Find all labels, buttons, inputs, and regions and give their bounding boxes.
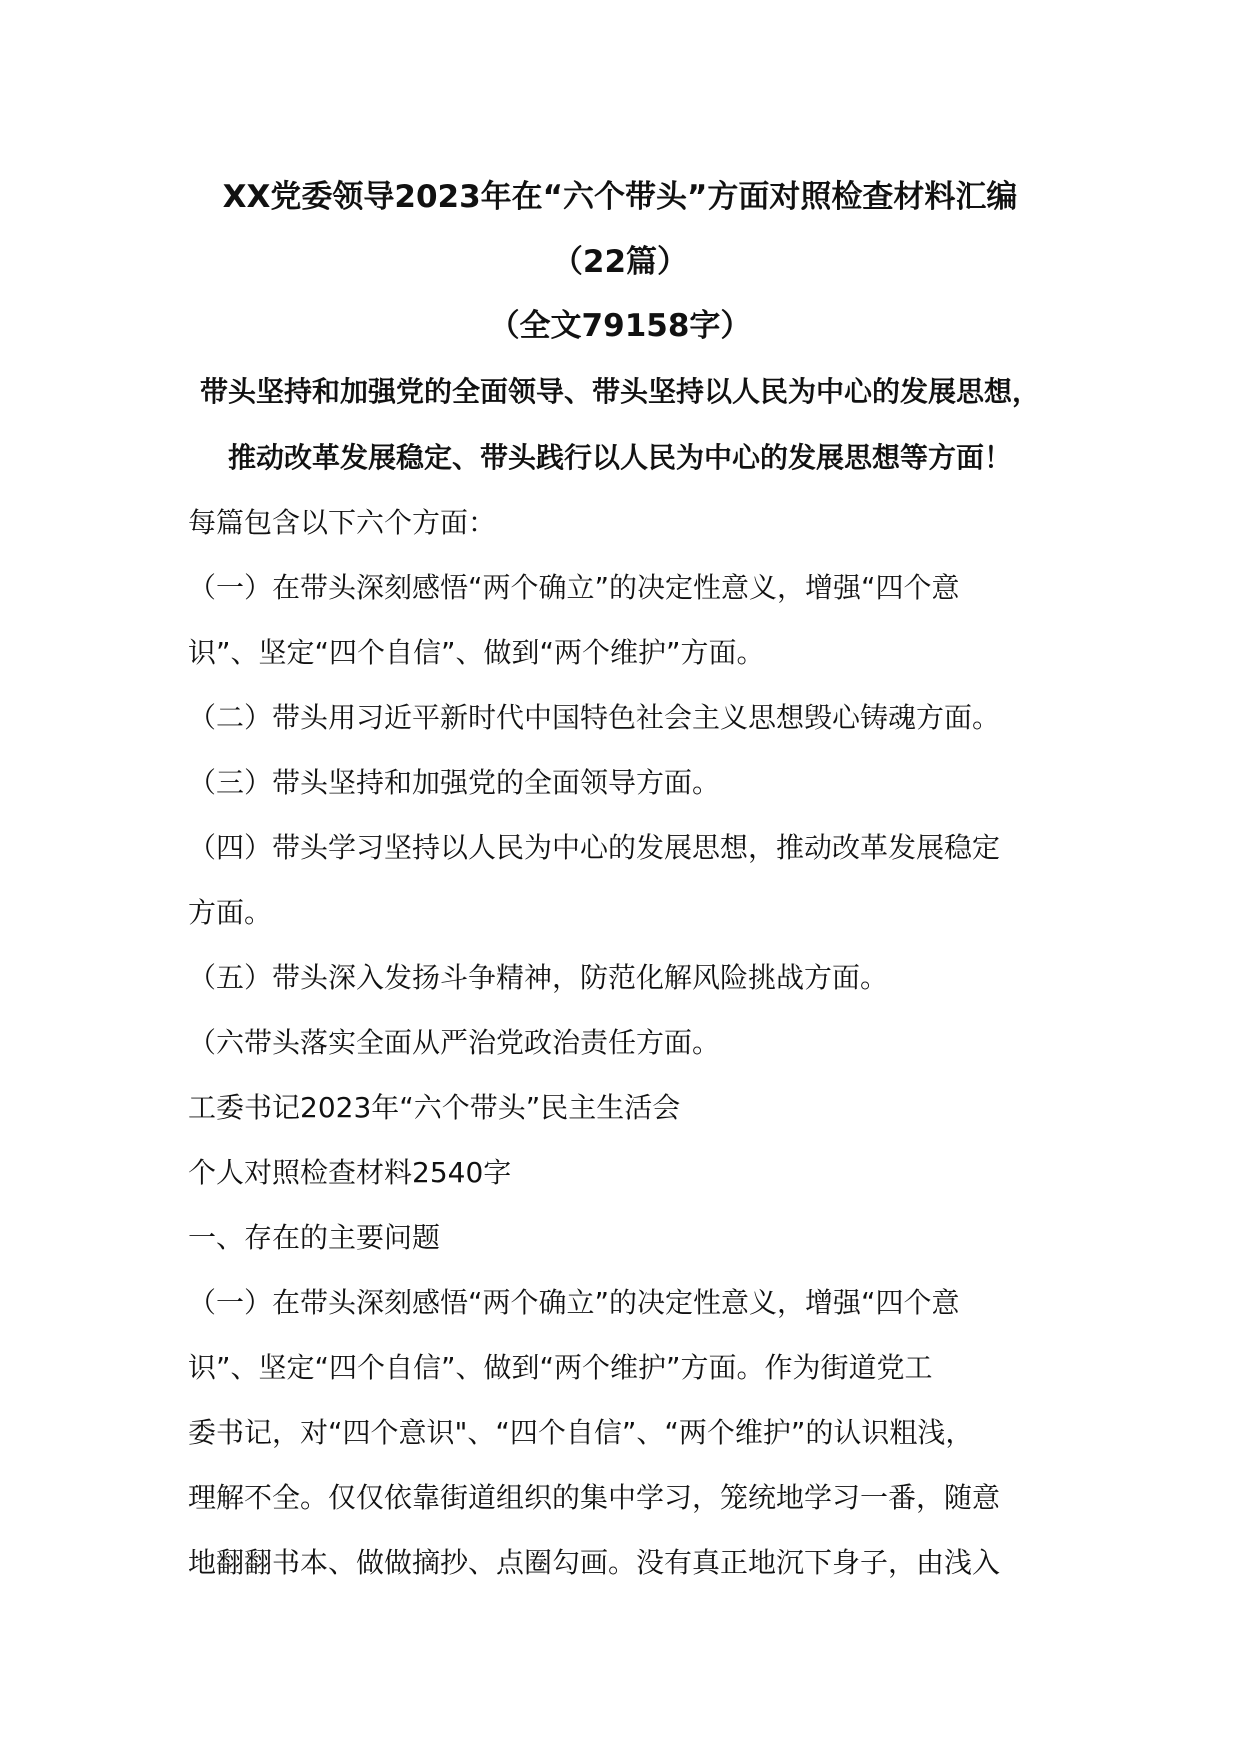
document-subtitle-line-2: 推动改革发展稳定、带头践行以人民为中心的发展思想等方面！: [227, 441, 1012, 474]
body-line: （一）在带头深刻感悟“两个确立”的决定性意义，增强“四个意: [188, 571, 960, 604]
body-line: 理解不全。仅仅依靠街道组织的集中学习，笼统地学习一番，随意: [188, 1481, 1001, 1514]
document-title: XX党委领导2023年在“六个带头”方面对照检查材料汇编: [222, 179, 1018, 215]
body-line: 地翻翻书本、做做摘抄、点圈勾画。没有真正地沉下身子，由浅入: [188, 1546, 1001, 1579]
body-line: 工委书记2023年“六个带头”民主生活会: [188, 1091, 681, 1124]
body-line: 识”、坚定“四个自信”、做到“两个维护”方面。: [188, 636, 765, 669]
body-line: 一、存在的主要问题: [188, 1221, 441, 1254]
document-word-count: （全文79158字）: [488, 308, 752, 344]
body-line: 每篇包含以下六个方面：: [188, 506, 497, 539]
body-line: 方面。: [188, 896, 273, 929]
body-line: （二）带头用习近平新时代中国特色社会主义思想毁心铸魂方面。: [188, 701, 1001, 734]
body-line: （六带头落实全面从严治党政治责任方面。: [188, 1026, 721, 1059]
body-line: （一）在带头深刻感悟“两个确立”的决定性意义，增强“四个意: [188, 1286, 960, 1319]
body-line: 个人对照检查材料2540字: [188, 1156, 512, 1189]
body-line: （三）带头坚持和加强党的全面领导方面。: [188, 766, 721, 799]
body-line: 识”、坚定“四个自信”、做到“两个维护”方面。作为街道党工: [188, 1351, 933, 1384]
body-line: （五）带头深入发扬斗争精神，防范化解风险挑战方面。: [188, 961, 889, 994]
document-subtitle-line-1: 带头坚持和加强党的全面领导、带头坚持以人民为中心的发展思想，: [199, 375, 1040, 408]
body-line: 委书记，对“四个意识"、“四个自信”、“两个维护”的认识粗浅，: [188, 1416, 974, 1449]
body-line: （四）带头学习坚持以人民为中心的发展思想，推动改革发展稳定: [188, 831, 1001, 864]
document-title-count: （22篇）: [551, 244, 689, 280]
